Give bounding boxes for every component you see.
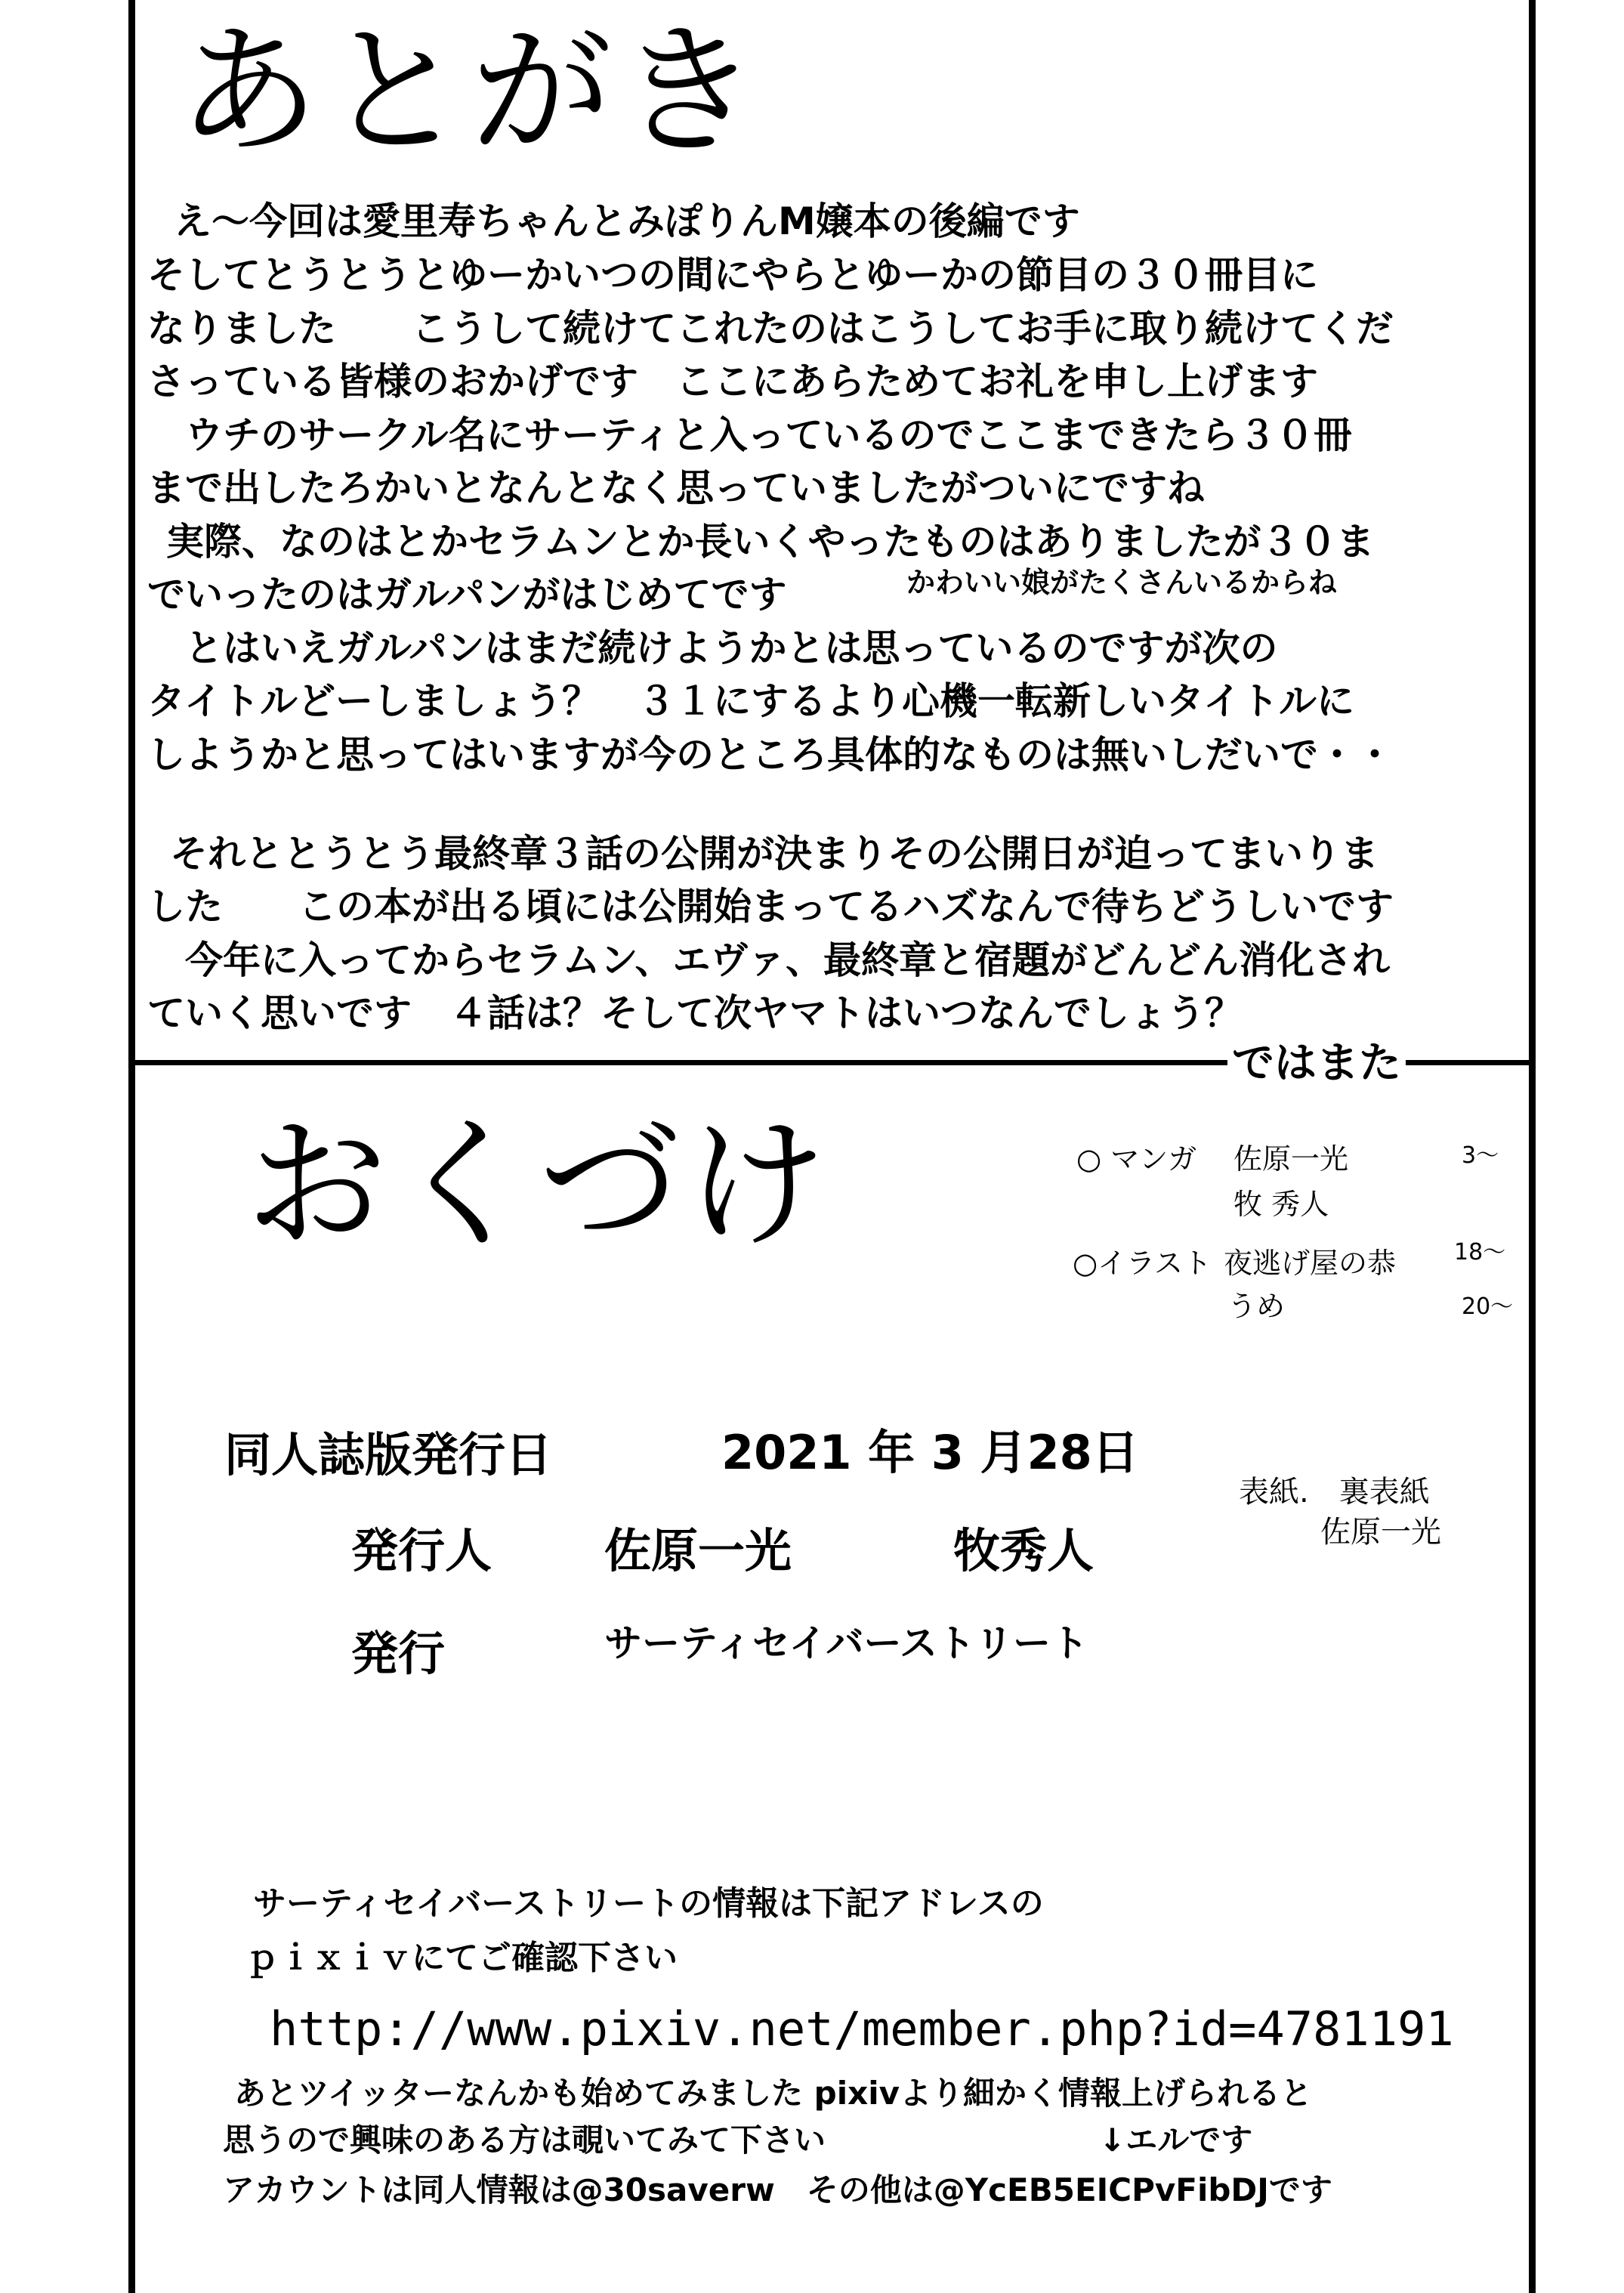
atogaki-line: え～今回は愛里寿ちゃんとみぽりんM嬢本の後編です <box>174 199 1080 243</box>
credit-pages: 3～ <box>1462 1142 1499 1169</box>
atogaki-line: でいったのはガルパンがはじめてです <box>147 573 787 617</box>
twitter-line: あとツイッターなんかも始めてみました pixivより細かく情報上げられると <box>234 2075 1313 2112</box>
atogaki-line: ていく思いです ４話は？そして次ヤマトはいつなんでしょう？ <box>147 991 1243 1035</box>
publish-date-label: 同人誌版発行日 <box>224 1427 553 1482</box>
atogaki-line: しようかと思ってはいますが今のところ具体的なものは無いしだいで・・ <box>147 733 1394 777</box>
publisher-name: 佐原一光 <box>604 1523 792 1578</box>
cover-label: 表紙. 裏表紙 <box>1239 1475 1430 1510</box>
credit-name: 佐原一光 <box>1233 1142 1349 1176</box>
atogaki-line: とはいえガルパンはまだ続けようかとは思っているのですが次の <box>185 626 1278 670</box>
atogaki-line: 実際、なのはとかセラムンとか長いくやったものはありましたが３０ま <box>166 520 1375 564</box>
cover-name: 佐原一光 <box>1320 1515 1441 1550</box>
atogaki-line: 今年に入ってからセラムン、エヴァ、最終章と宿題がどんどん消化され <box>185 938 1390 982</box>
atogaki-line: ウチのサークル名にサーティと入っているのでここまできたら３０冊 <box>185 413 1352 457</box>
info-line: サーティセイバーストリートの情報は下記アドレスの <box>253 1884 1044 1923</box>
pixiv-url[interactable]: http://www.pixiv.net/member.php?id=4781191 <box>270 2001 1454 2057</box>
issuer-label: 発行 <box>351 1626 446 1681</box>
okuzuke-title: おくづけ <box>245 1102 832 1268</box>
atogaki-line: なりました こうして続けてこれたのはこうしてお手に取り続けてくだ <box>147 307 1394 351</box>
credit-role: ○ マンガ <box>1076 1142 1197 1176</box>
credit-pages: 20～ <box>1462 1293 1514 1320</box>
info-line: ｐｉｘｉｖにてご確認下さい <box>245 1939 678 1977</box>
publisher-label: 発行人 <box>351 1523 492 1578</box>
atogaki-line: そしてとうとうとゆーかいつの間にやらとゆーかの節目の３０冊目に <box>147 253 1318 297</box>
credit-name: 牧 秀人 <box>1233 1188 1329 1221</box>
atogaki-aside: かわいい娘がたくさんいるからね <box>906 566 1338 599</box>
credit-role: ○イラスト <box>1073 1247 1212 1280</box>
publisher-name: 牧秀人 <box>953 1523 1095 1578</box>
credit-name: 夜逃げ屋の恭 <box>1224 1247 1397 1280</box>
issuer-value: サーティセイバーストリート <box>604 1621 1088 1665</box>
frame-left-border <box>128 0 135 2293</box>
account-line: アカウントは同人情報は@30saverw その他は@YcEB5EICPvFibDJです <box>223 2171 1332 2208</box>
atogaki-title: あとがき <box>178 9 764 175</box>
atogaki-line: タイトルどーしましょう？ ３１にするより心機一転新しいタイトルに <box>147 679 1354 723</box>
twitter-line: 思うので興味のある方は覗いてみて下さい <box>223 2121 826 2159</box>
twitter-arrow: ↓エルです <box>1099 2121 1253 2159</box>
atogaki-line: した この本が出る頃には公開始まってるハズなんで待ちどうしいです <box>147 885 1394 929</box>
frame-right-border <box>1529 0 1536 2293</box>
atogaki-signoff: ではまた <box>1227 1043 1406 1085</box>
atogaki-line: さっている皆様のおかげです ここにあらためてお礼を申し上げます <box>147 360 1318 403</box>
credit-name: うめ <box>1227 1290 1286 1323</box>
publish-date-value: 2021 年 3 月28日 <box>721 1425 1139 1480</box>
credit-pages: 18～ <box>1454 1239 1506 1265</box>
atogaki-line: まで出したろかいとなんとなく思っていましたがついにですね <box>147 466 1205 510</box>
atogaki-line: それととうとう最終章３話の公開が決まりその公開日が迫ってまいりま <box>170 832 1379 876</box>
